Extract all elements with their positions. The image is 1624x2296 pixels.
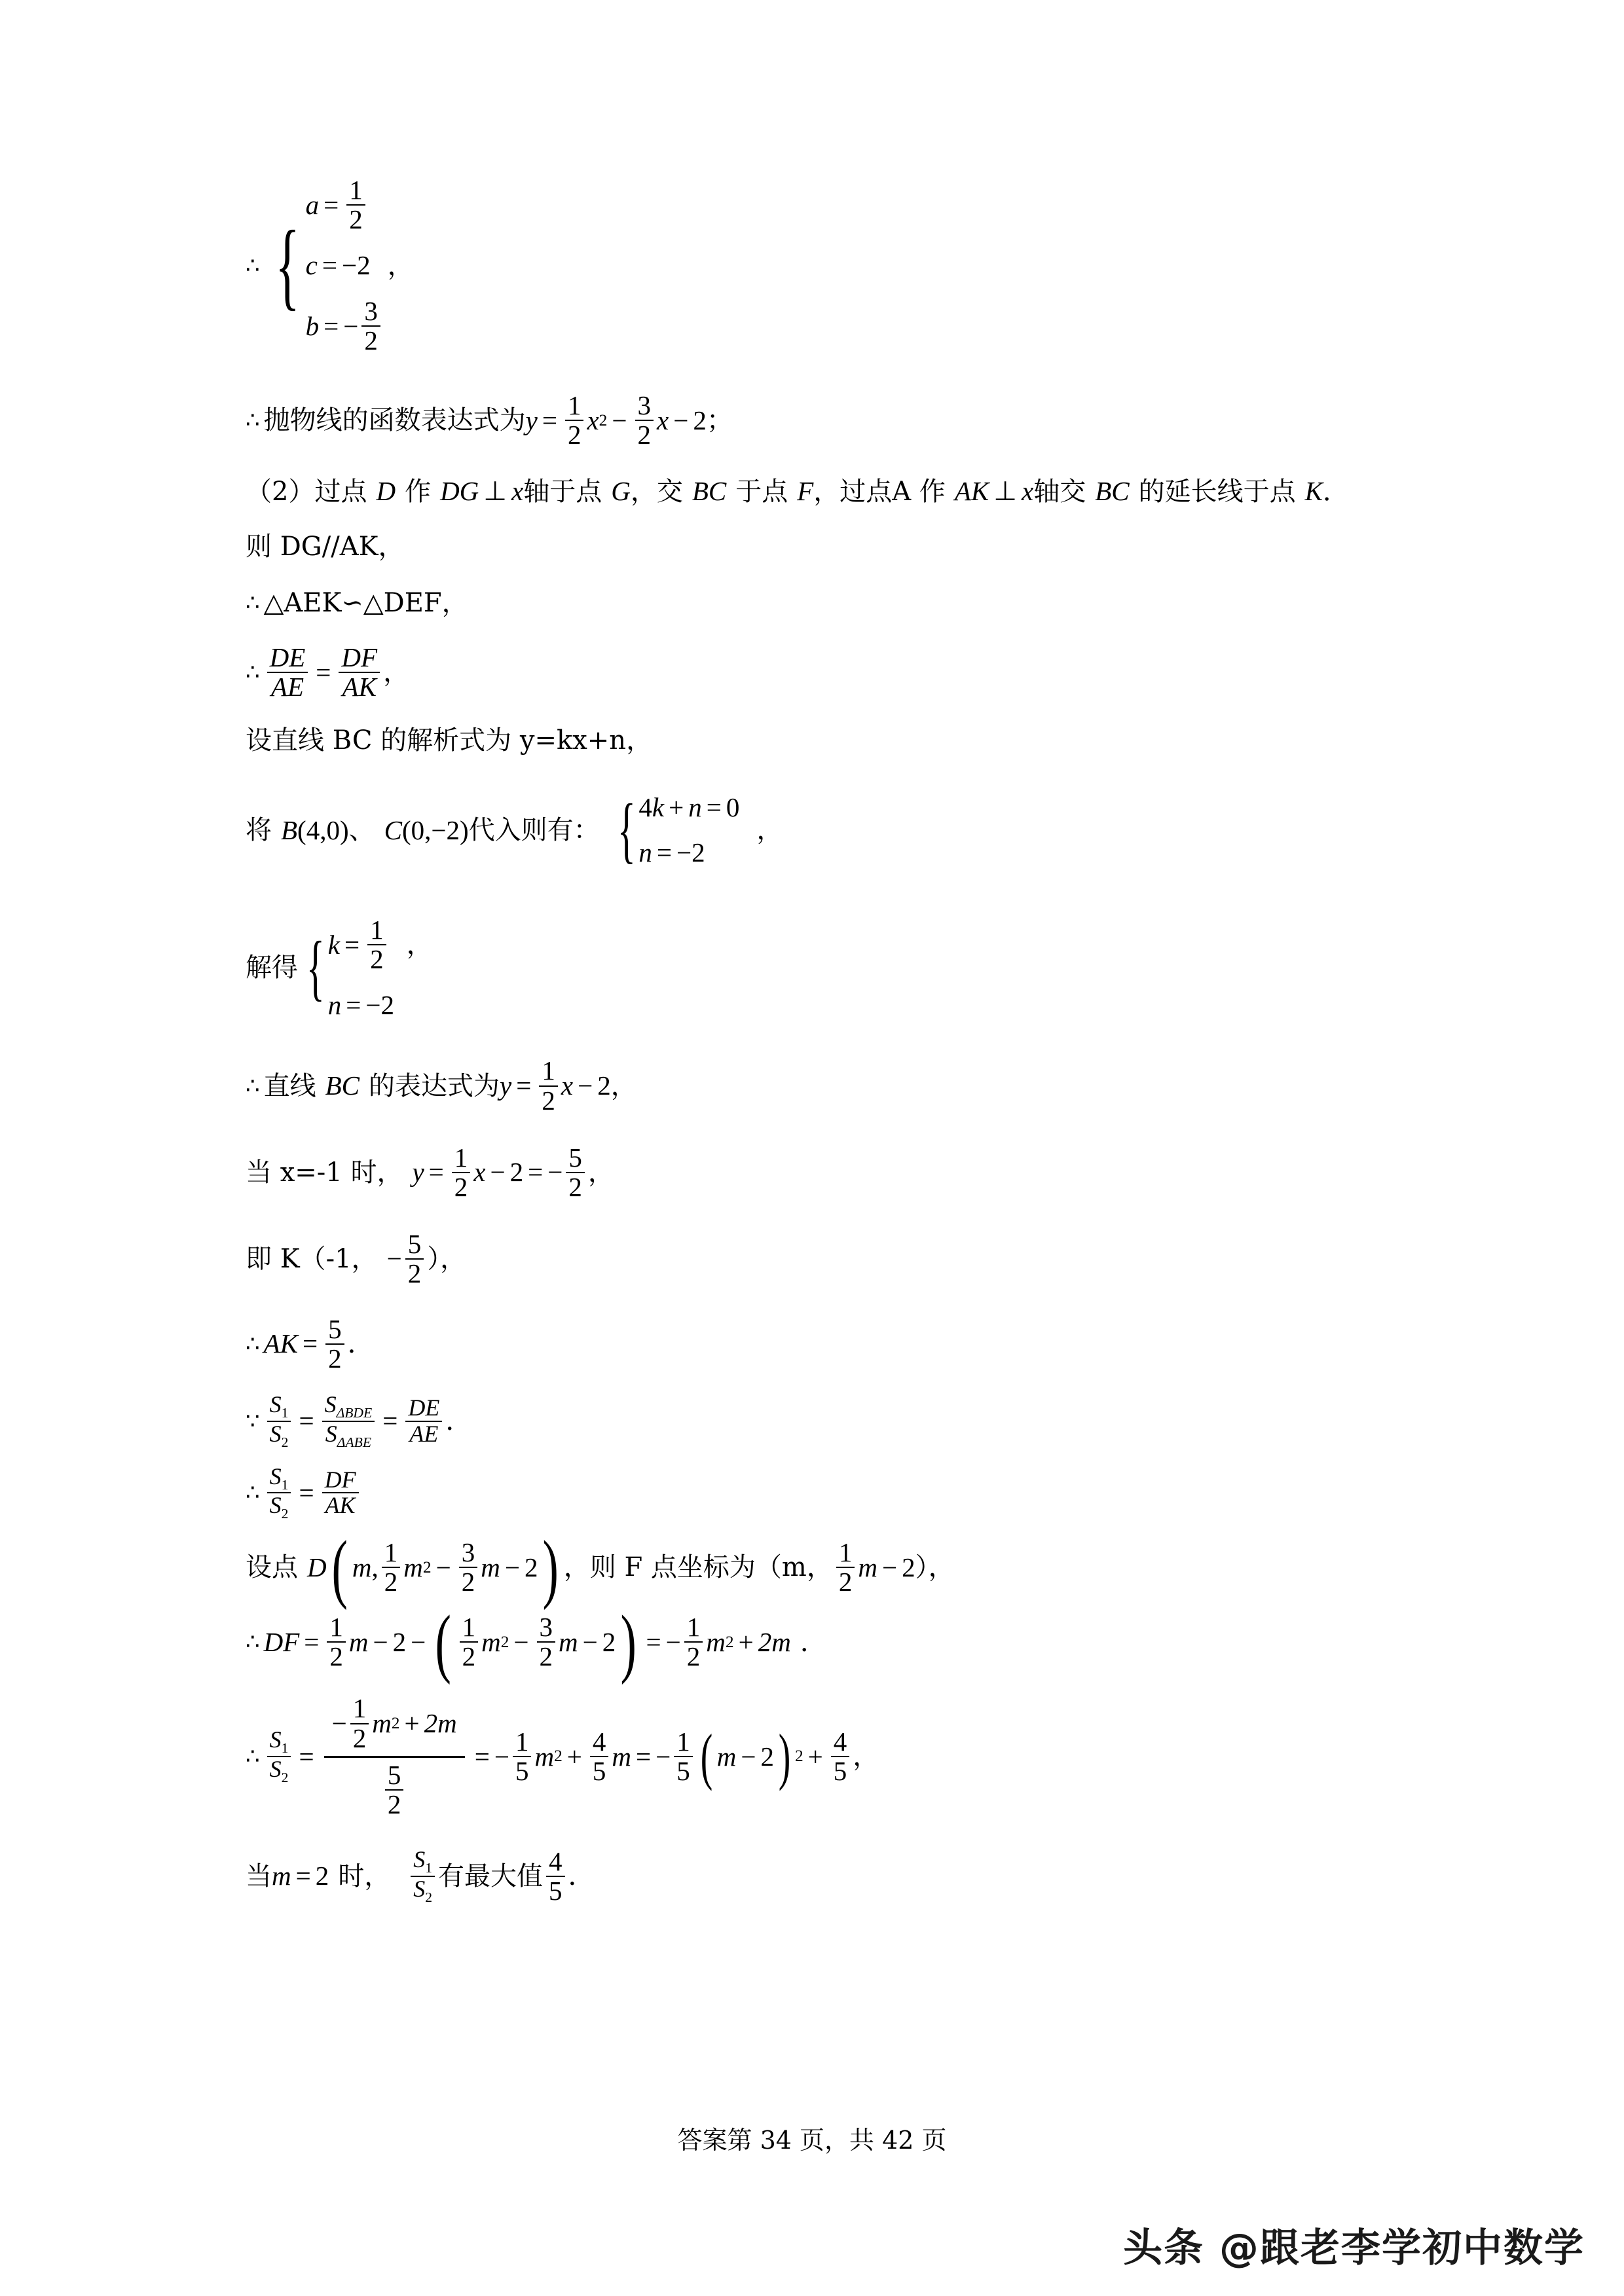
variable-n: n <box>327 990 342 1021</box>
axis-x: x <box>1022 476 1034 507</box>
point-c-coordinates: (0,−2) <box>401 814 469 845</box>
comma: ， <box>387 250 414 281</box>
comma: ， <box>630 476 657 507</box>
therefore-symbol: ∴ <box>246 1330 260 1357</box>
left-paren-icon: ( <box>700 1721 713 1791</box>
therefore-symbol: ∴ <box>246 407 260 434</box>
left-brace-icon: { <box>274 211 300 320</box>
variable-c: c <box>305 250 318 281</box>
perpendicular-symbol: ⊥ <box>483 476 507 507</box>
text-segment: 作 <box>405 476 432 507</box>
right-paren-icon: ) <box>778 1721 791 1791</box>
fraction-three-halves: $\frac{3}{2}$ <box>361 297 380 355</box>
solve-label: 解得 <box>246 952 298 983</box>
point-f: F <box>797 476 814 507</box>
point-c: C <box>384 814 402 845</box>
parallel-statement: 则 DG//AK， <box>246 532 405 562</box>
segment-bc: BC <box>325 1070 360 1101</box>
exponent-two: 2 <box>599 410 608 429</box>
fraction-de-over-ae: $\frac{DE}{AE}$ <box>267 644 308 701</box>
text-segment: 于点 <box>735 476 788 507</box>
point-d: D <box>307 1552 327 1582</box>
minus-sign: − <box>343 310 359 341</box>
variable-a: a <box>305 189 320 220</box>
therefore-symbol: ∴ <box>246 659 260 686</box>
period: ． <box>445 1406 473 1436</box>
fraction-one-half: $\frac{1}{2}$ <box>460 1613 479 1671</box>
equation-system-abc <box>246 167 1470 364</box>
therefore-symbol: ∴ <box>246 1743 260 1770</box>
point-f-label: ，则 F 点坐标为（m， <box>563 1552 833 1583</box>
point-b: B <box>281 814 298 845</box>
equals-sign: = <box>322 250 337 281</box>
system-rows <box>328 907 433 1028</box>
system-row-k: k = $\frac{1}{2}$ ， <box>327 915 433 975</box>
variable-y: y <box>500 1070 512 1101</box>
set-bc-analytic-line <box>246 727 1470 754</box>
variable-m: m <box>272 1861 291 1891</box>
segment-bc: BC <box>692 476 727 507</box>
variable-m: m <box>403 1552 423 1582</box>
comma: ， <box>756 815 783 846</box>
fraction-de-over-ae: $\frac{DE}{AE}$ <box>405 1396 442 1447</box>
variable-m: m <box>858 1552 877 1582</box>
parabola-expression-line <box>246 392 1470 449</box>
segment-ak: AK <box>263 1328 299 1359</box>
fraction-one-half: $\frac{1}{2}$ <box>346 176 365 234</box>
page-footer: 答案第 34 页，共 42 页 <box>677 2126 947 2155</box>
system-row-n: n = −2 <box>327 990 395 1021</box>
period: ． <box>568 1861 595 1891</box>
closing-paren: ）， <box>427 1243 467 1274</box>
variable-m: m <box>352 1552 372 1582</box>
fraction-areas-bde-abe: $\frac{S_{\Delta BDE}}{S_{\Delta ABE}}$ <box>322 1393 375 1450</box>
variable-x: x <box>561 1070 574 1101</box>
text-segment: 轴交 <box>1033 476 1086 507</box>
complex-fraction <box>324 1694 465 1818</box>
left-paren-icon: ( <box>331 1524 348 1611</box>
system-rows <box>306 167 414 364</box>
text-segment: 设点 <box>246 1552 298 1583</box>
brace-system <box>264 167 414 364</box>
point-g: G <box>611 476 631 507</box>
constant-two: 2 <box>693 405 707 435</box>
right-paren-icon: ) <box>620 1599 637 1685</box>
variable-b: b <box>305 310 320 341</box>
point-b-coordinates: (4,0) <box>297 814 349 845</box>
substitute-bc-line <box>246 785 1470 875</box>
big-fraction-line: ∴ $\frac{S_1}{S_2}$ = − $\frac{1}{2}$ m 2 + 2m $\frac{5}{2}$ = − $\frac{1}{5}$ m 2 + $\frac{4}{5}$ m = − $\frac{1}{5}$ ( m − 2 ) 2 + $\frac{4}{5}$ ， <box>246 1693 879 1819</box>
text-segment: 轴于点 <box>523 476 602 507</box>
segment-ak: AK <box>954 476 989 507</box>
text-segment: 代入则有： <box>468 815 600 846</box>
fraction-five-halves: $\frac{5}{2}$ <box>325 1315 344 1373</box>
system-row-b <box>306 297 414 355</box>
system-row-eq1: 4 k + n = 0 <box>638 792 740 823</box>
complex-fraction-numerator: − $\frac{1}{2}$ m 2 + 2m <box>324 1694 465 1757</box>
ratio-line-de-ae <box>246 644 1470 701</box>
bc-expression-line: ∴ 直线 BC 的表达式为 y = $\frac{1}{2}$ x − 2 ， <box>246 1055 637 1116</box>
enumeration-comma: 、 <box>348 815 375 846</box>
fraction-one-half: $\frac{1}{2}$ <box>836 1539 855 1596</box>
when-x-equals-line: 当 x=-1 时， y = $\frac{1}{2}$ x − 2 = − $\frac{5}{2}$ ， <box>246 1142 614 1202</box>
segment-df: DF <box>263 1626 300 1657</box>
text-segment: 过点A 作 <box>840 476 946 507</box>
left-paren-icon: ( <box>435 1599 452 1685</box>
variable-m: m <box>706 1626 726 1657</box>
minus-sign: − <box>673 405 689 435</box>
parabola-label: 抛物线的函数表达式为 <box>263 405 526 436</box>
text-segment: 直线 <box>263 1070 316 1101</box>
brace-system-kn <box>609 785 740 875</box>
segment-bc: BC <box>1095 476 1130 507</box>
system-row-c <box>306 252 414 279</box>
fraction-s1-over-s2: $\frac{S_1}{S_2}$ <box>267 1728 291 1785</box>
solve-kn-line <box>246 907 1470 1028</box>
therefore-symbol: ∴ <box>246 590 260 617</box>
semicolon: ； <box>706 405 733 436</box>
left-brace-icon: { <box>617 790 636 871</box>
similar-triangles-line <box>246 588 1470 619</box>
therefore-symbol: ∴ <box>246 1480 260 1506</box>
fraction-one-fifth: $\frac{1}{5}$ <box>674 1728 693 1785</box>
minus-sign: − <box>386 1243 402 1274</box>
fraction-df-over-ak: $\frac{DF}{AK}$ <box>322 1468 359 1519</box>
fraction-three-halves: $\frac{3}{2}$ <box>635 392 654 449</box>
period: ． <box>1322 476 1349 507</box>
point-d-line: 设点 D ( m , $\frac{1}{2}$ m 2 − $\frac{3}{2}$ m − 2 ) ，则 F 点坐标为（m， $\frac{1}{2}$ m − 2 ）， <box>246 1524 955 1611</box>
text-segment: 的表达式为 <box>369 1070 500 1101</box>
because-symbol: ∵ <box>246 1408 260 1434</box>
period: ． <box>800 1626 827 1657</box>
fraction-three-halves: $\frac{3}{2}$ <box>537 1613 556 1671</box>
minus-sign: − <box>665 1626 681 1657</box>
variable-x: x <box>473 1157 486 1188</box>
condition-label: 当 x=-1 时， <box>246 1157 403 1188</box>
k-point-line <box>246 1230 1470 1288</box>
variable-m: m <box>348 1626 369 1657</box>
step-label: （2） <box>246 476 315 507</box>
fraction-four-fifths: $\frac{4}{5}$ <box>831 1728 850 1785</box>
system-row-eq2: n = −2 <box>638 837 705 868</box>
variable-k: k <box>327 929 340 960</box>
therefore-symbol: ∴ <box>246 1072 260 1099</box>
therefore-symbol: ∴ <box>246 1629 260 1656</box>
conclusion-line: 当 m = 2 时， $\frac{S_1}{S_2}$ 有最大值 $\frac{4}{5}$ ． <box>246 1846 595 1906</box>
area-ratio-line-2: ∴ $\frac{S_1}{S_2}$ = $\frac{DF}{AK}$ <box>246 1465 1470 1522</box>
fraction-one-half: $\frac{1}{2}$ <box>539 1057 558 1114</box>
text-segment: 当 <box>246 1861 272 1891</box>
area-ratio-line-1: ∵ $\frac{S_1}{S_2}$ = $\frac{S_{\Delta BDE}}{S_{\Delta ABE}}$ = $\frac{DE}{AE}$ ． <box>246 1391 473 1450</box>
fraction-five-halves: $\frac{5}{2}$ <box>566 1144 585 1201</box>
df-computation-line: ∴ DF = $\frac{1}{2}$ m − 2 − ( $\frac{1}{2}$ m 2 − $\frac{3}{2}$ m − 2 ) = − $\frac{1}{2}$ m 2 + 2m ． <box>246 1599 827 1685</box>
comma: ， <box>587 1157 614 1188</box>
text-segment: 交 <box>656 476 683 507</box>
fraction-five-halves: $\frac{5}{2}$ <box>405 1230 424 1288</box>
fraction-four-fifths: $\frac{4}{5}$ <box>546 1848 565 1905</box>
segment-dg: DG <box>440 476 479 507</box>
text-segment: 时， <box>338 1861 391 1891</box>
value-minus-two: −2 <box>341 250 371 281</box>
equals-sign: = <box>323 189 339 220</box>
brace-system-solution <box>298 907 433 1028</box>
fraction-one-half: $\frac{1}{2}$ <box>452 1144 471 1201</box>
variable-m: m <box>481 1552 500 1582</box>
text-segment: 的延长线于点 <box>1138 476 1296 507</box>
left-brace-icon: { <box>306 926 325 1008</box>
equals-sign: = <box>542 405 557 435</box>
fraction-one-half: $\frac{1}{2}$ <box>382 1539 401 1596</box>
complex-fraction-denominator <box>374 1758 415 1819</box>
equals-sign: = <box>323 310 339 341</box>
ak-value-line: ∴ AK = $\frac{5}{2}$ ． <box>246 1313 375 1374</box>
fraction-one-half: $\frac{1}{2}$ <box>327 1613 346 1671</box>
therefore-symbol: ∴ <box>246 252 260 279</box>
fraction-one-half: $\frac{1}{2}$ <box>684 1613 703 1671</box>
k-point-label: 即 K（-1， <box>246 1243 378 1274</box>
fraction-one-fifth: $\frac{1}{5}$ <box>513 1728 532 1785</box>
fraction-three-halves: $\frac{3}{2}$ <box>459 1539 478 1596</box>
variable-x: x <box>587 405 599 435</box>
fraction-df-over-ak: $\frac{DF}{AK}$ <box>339 644 380 701</box>
variable-m: m <box>559 1626 578 1657</box>
watermark-text: 头条 @跟老李学初中数学 <box>1123 2225 1585 2271</box>
comma: ， <box>383 657 410 688</box>
point-d: D <box>376 476 396 507</box>
right-paren-icon: ) <box>542 1524 559 1611</box>
perpendicular-symbol: ⊥ <box>993 476 1017 507</box>
minus-sign: − <box>494 1741 509 1772</box>
fraction-s1-over-s2: $\frac{S_1}{S_2}$ <box>267 1465 291 1522</box>
equals-sign: = <box>316 657 331 687</box>
point-k: K <box>1304 476 1323 507</box>
comma: ， <box>406 930 433 960</box>
comma: ， <box>813 476 840 507</box>
fraction-five-halves: $\frac{5}{2}$ <box>385 1761 404 1819</box>
fraction-s1-over-s2: $\frac{S_1}{S_2}$ <box>411 1848 435 1905</box>
parallel-line <box>246 534 1470 560</box>
comma: ， <box>853 1741 879 1772</box>
page-content <box>246 167 1470 1905</box>
closing-paren: ）， <box>915 1552 955 1583</box>
text-segment: 将 <box>246 815 272 846</box>
variable-x: x <box>657 405 669 435</box>
fraction-one-half: $\frac{1}{2}$ <box>367 916 386 974</box>
fraction-four-fifths: $\frac{4}{5}$ <box>590 1728 609 1785</box>
minus-sign: − <box>655 1741 671 1772</box>
max-value-label: 有最大值 <box>438 1861 544 1891</box>
minus-sign: − <box>612 405 627 435</box>
term-2m: 2m <box>758 1626 791 1657</box>
text-segment: 过点 <box>314 476 367 507</box>
step-2-line <box>246 478 1470 505</box>
system-row-a <box>306 176 414 234</box>
system-rows <box>638 785 739 875</box>
fraction-one-half: $\frac{1}{2}$ <box>565 392 584 449</box>
fraction-s1-over-s2: $\frac{S_1}{S_2}$ <box>267 1393 291 1450</box>
set-bc-statement: 设直线 BC 的解析式为 y=kx+n， <box>246 725 653 756</box>
comma: ， <box>610 1070 637 1101</box>
variable-y: y <box>412 1157 424 1188</box>
variable-m: m <box>481 1626 501 1657</box>
variable-y: y <box>525 405 538 435</box>
minus-sign: − <box>547 1157 563 1188</box>
axis-x: x <box>511 476 524 507</box>
fraction-one-half: $\frac{1}{2}$ <box>350 1694 369 1752</box>
period: ． <box>347 1328 375 1359</box>
similarity-statement: △AEK∽△DEF， <box>263 588 468 619</box>
